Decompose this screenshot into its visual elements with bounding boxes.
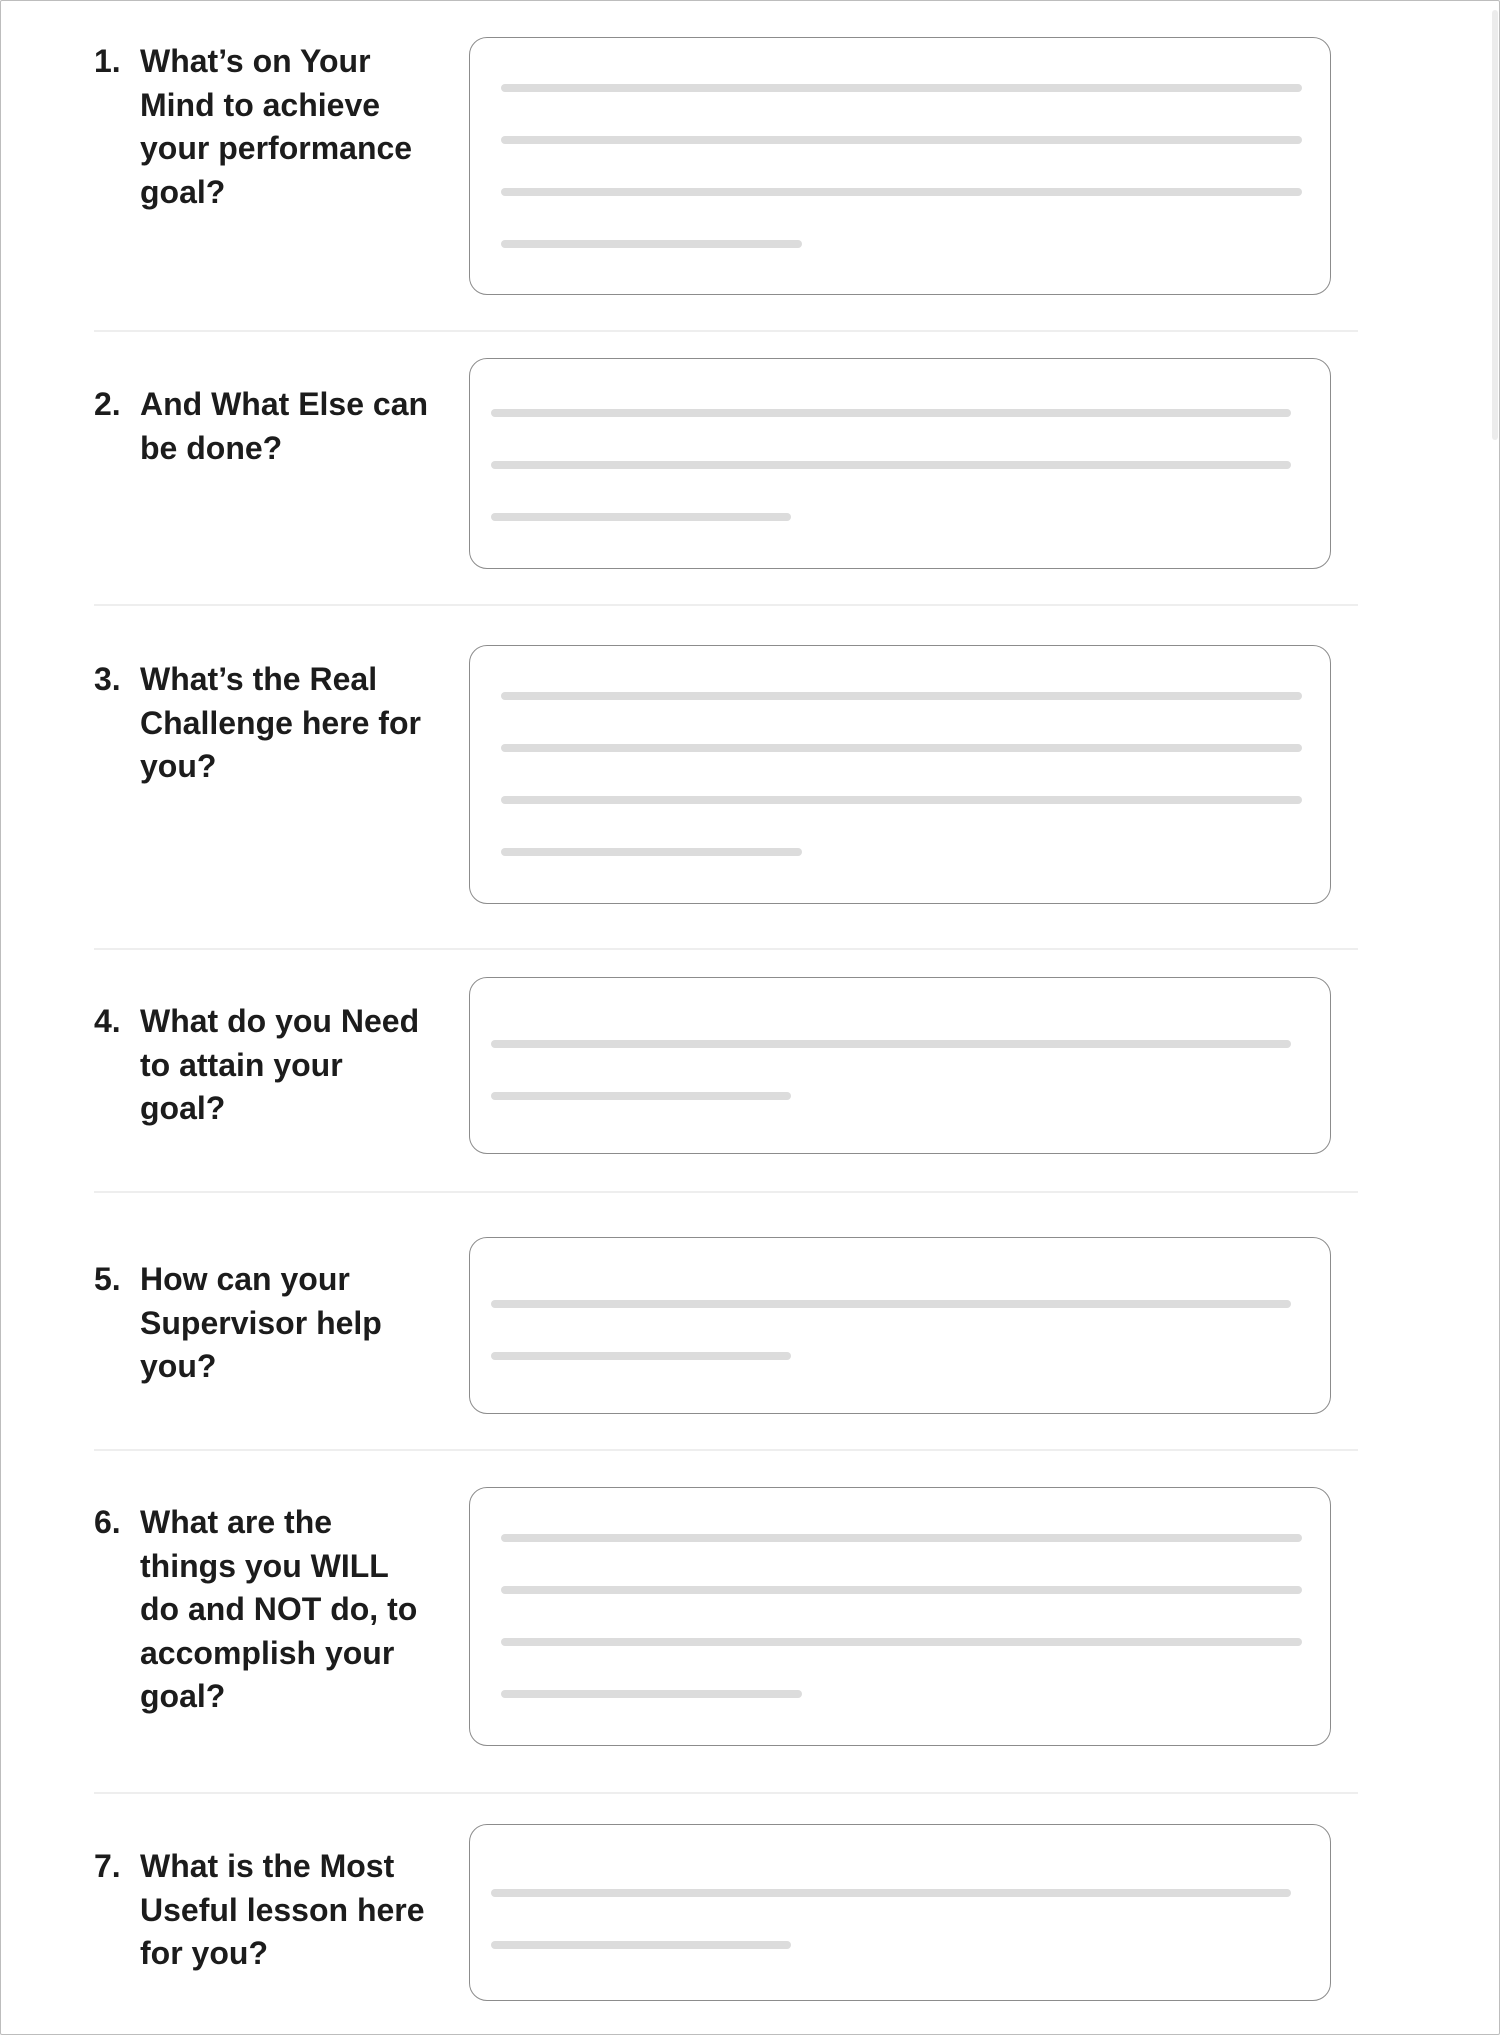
question-text: What’s the Real Challenge here for you? xyxy=(140,661,421,784)
placeholder-line xyxy=(491,409,1291,417)
question-4 xyxy=(94,1000,434,1131)
question-number: 1. xyxy=(94,43,121,79)
question-1 xyxy=(94,40,434,214)
answer-box-7[interactable] xyxy=(469,1824,1331,2001)
question-number: 5. xyxy=(94,1261,121,1297)
question-number: 3. xyxy=(94,661,121,697)
divider xyxy=(94,1792,1358,1794)
answer-box-2[interactable] xyxy=(469,358,1331,569)
answer-box-5[interactable] xyxy=(469,1237,1331,1414)
answer-box-3[interactable] xyxy=(469,645,1331,904)
question-2 xyxy=(94,383,434,470)
placeholder-line xyxy=(491,1352,791,1360)
placeholder-line xyxy=(501,136,1302,144)
placeholder-line xyxy=(501,692,1302,700)
question-3 xyxy=(94,658,434,789)
placeholder-line xyxy=(501,1690,802,1698)
question-text: And What Else can be done? xyxy=(140,386,429,466)
question-text: What’s on Your Mind to achieve your performance goal? xyxy=(140,43,413,210)
placeholder-line xyxy=(501,796,1302,804)
answer-box-6[interactable] xyxy=(469,1487,1331,1746)
question-5 xyxy=(94,1258,434,1389)
question-7 xyxy=(94,1845,434,1976)
divider xyxy=(94,948,1358,950)
divider xyxy=(94,1191,1358,1193)
question-number: 4. xyxy=(94,1003,121,1039)
placeholder-line xyxy=(501,240,802,248)
placeholder-line xyxy=(491,513,791,521)
question-text: What are the things you WILL do and NOT do, to accomplish your goal? xyxy=(140,1504,418,1714)
question-text: What do you Need to attain your goal? xyxy=(140,1003,420,1126)
question-number: 2. xyxy=(94,386,121,422)
placeholder-line xyxy=(491,1941,791,1949)
placeholder-line xyxy=(501,1534,1302,1542)
placeholder-line xyxy=(501,1638,1302,1646)
placeholder-line xyxy=(491,1889,1291,1897)
placeholder-line xyxy=(501,848,802,856)
placeholder-line xyxy=(501,1586,1302,1594)
divider xyxy=(94,1449,1358,1451)
placeholder-line xyxy=(491,1092,791,1100)
placeholder-line xyxy=(501,84,1302,92)
placeholder-line xyxy=(491,461,1291,469)
question-number: 6. xyxy=(94,1504,121,1540)
scrollbar[interactable] xyxy=(1492,10,1498,440)
answer-box-1[interactable] xyxy=(469,37,1331,295)
question-text: What is the Most Useful lesson here for you? xyxy=(140,1848,425,1971)
question-number: 7. xyxy=(94,1848,121,1884)
question-text: How can your Supervisor help you? xyxy=(140,1261,382,1384)
placeholder-line xyxy=(501,188,1302,196)
answer-box-4[interactable] xyxy=(469,977,1331,1154)
divider xyxy=(94,604,1358,606)
placeholder-line xyxy=(491,1040,1291,1048)
divider xyxy=(94,330,1358,332)
placeholder-line xyxy=(491,1300,1291,1308)
question-6 xyxy=(94,1501,434,1719)
placeholder-line xyxy=(501,744,1302,752)
